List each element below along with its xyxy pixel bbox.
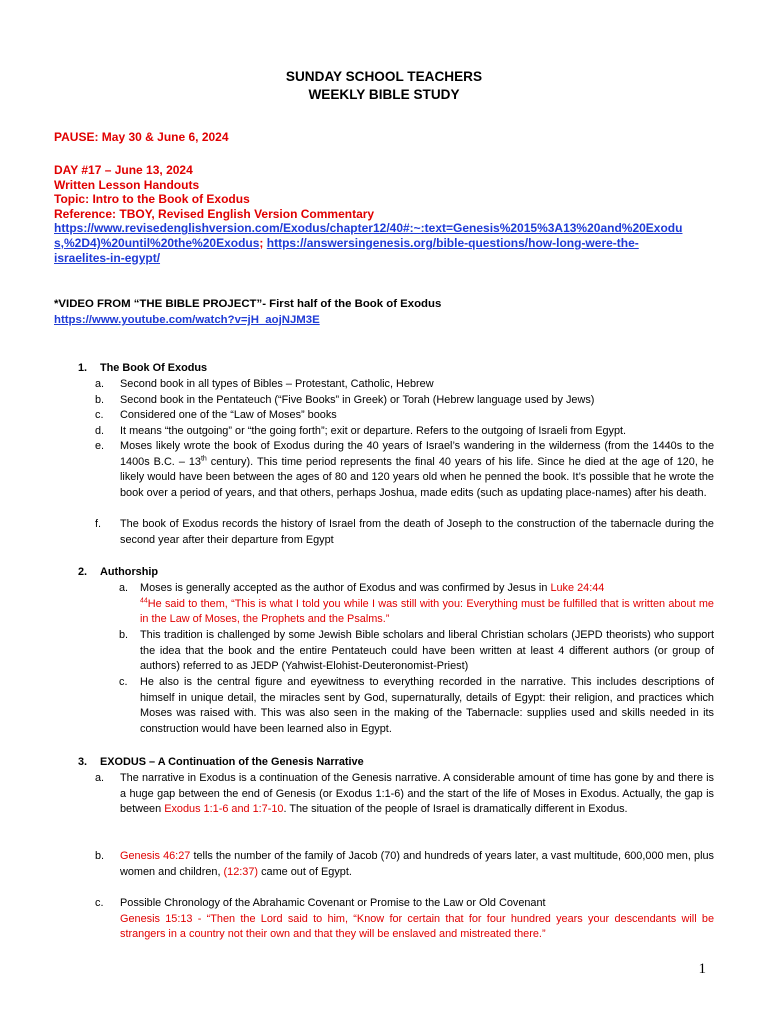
list-marker: f. xyxy=(95,518,102,530)
list-item xyxy=(95,771,714,818)
list-marker: a. xyxy=(119,582,129,594)
list-item xyxy=(95,849,714,880)
list-item-text: Possible Chronology of the Abrahamic Covenant or Promise to the Law or Old Covenant xyxy=(120,897,546,909)
section-number: 2. xyxy=(78,566,88,578)
list-item-text: He also is the central figure and eyewitness to everything recorded in the narrative. This includes descriptions of himself in unique detail, the miracles sent by God, supernaturally, details of Egypt: their religion, and practices which Moses was raised with. This was also seen in the making of the Tabernacle: supplies used and skills needed in its construction would have been learned also in Egypt. xyxy=(140,676,714,735)
list-item-text: tells the number of the family of Jacob (70) and hundreds of years later, a vast multitude, 600,000 men, plus women and children, xyxy=(120,850,714,878)
document-title-line1: SUNDAY SCHOOL TEACHERS xyxy=(285,69,483,84)
verse-number: 44 xyxy=(140,596,148,604)
rev-commentary-link-continued[interactable]: s,%2D4)%20until%20the%20Exodus xyxy=(54,236,260,250)
video-link-line xyxy=(54,313,716,327)
list-item xyxy=(119,581,714,628)
scripture-quote xyxy=(140,598,714,626)
answers-in-genesis-link[interactable]: https://answersingenesis.org/bible-questions/how-long-were-the- xyxy=(266,236,639,250)
list-item-text: Second book in the Pentateuch (“Five Books” in Greek) or Torah (Hebrew language used by Jews) xyxy=(120,393,595,406)
reference-link-line1 xyxy=(54,221,716,236)
section-title: Authorship xyxy=(100,566,159,578)
youtube-video-link[interactable]: https://www.youtube.com/watch?v=jH_aojNJM3E xyxy=(54,314,320,326)
list-marker: a. xyxy=(95,772,105,784)
reference-link-line3 xyxy=(54,251,716,266)
list-item-text: It means “the outgoing” or “the going forth”; exit or departure. Refers to the outgoing of Israeli from Egypt. xyxy=(120,424,627,437)
page-number: 1 xyxy=(698,961,706,977)
list-item xyxy=(95,408,714,422)
list-item xyxy=(95,439,714,501)
section-title: EXODUS – A Continuation of the Genesis Narrative xyxy=(100,756,364,768)
list-marker: c. xyxy=(95,897,104,909)
topic-line: Topic: Intro to the Book of Exodus xyxy=(54,192,250,207)
section-number: 1. xyxy=(78,362,88,374)
section-1-heading xyxy=(78,361,207,375)
list-item-text: This tradition is challenged by some Jewish Bible scholars and liberal Christian scholars (JEPD theorists) who support the idea that the book and the entire Pentateuch could have been written at least 4 different authors (or group of authors) referred to as JEDP (Yahwist-Elohist-Deuteronomist-Priest) xyxy=(140,629,714,672)
list-marker: d. xyxy=(95,424,105,437)
pause-dates: PAUSE: May 30 & June 6, 2024 xyxy=(54,130,229,144)
section-title: The Book Of Exodus xyxy=(100,362,208,374)
scripture-reference: Luke 24:44 xyxy=(550,582,605,594)
list-marker: c. xyxy=(95,409,104,421)
scripture-reference: Genesis 46:27 xyxy=(120,850,191,862)
scripture-reference: Exodus 1:1-6 and 1:7-10 xyxy=(164,803,284,815)
video-label: *VIDEO FROM “THE BIBLE PROJECT”- First half of the Book of Exodus xyxy=(54,298,442,310)
reference-link-line2 xyxy=(54,236,716,251)
document-title-line2: WEEKLY BIBLE STUDY xyxy=(308,87,460,102)
list-marker: b. xyxy=(119,629,129,641)
scripture-reference: (12:37) xyxy=(223,865,259,878)
answers-in-genesis-link-continued[interactable]: israelites-in-egypt/ xyxy=(54,250,161,265)
list-item-text-continued: . The situation of the people of Israel is dramatically different in Exodus. xyxy=(283,803,628,815)
section-3-heading xyxy=(78,755,364,769)
list-item-text: Considered one of the “Law of Moses” books xyxy=(120,409,337,421)
list-item-text-continued: came out of Egypt. xyxy=(258,865,352,878)
link-separator: ; xyxy=(259,236,264,250)
list-marker: e. xyxy=(95,440,105,452)
section-number: 3. xyxy=(78,756,88,768)
scripture-quote: Genesis 15:13 - “Then the Lord said to him, “Know for certain that for four hundred years your descendants will be strangers in a country not their own and that they will be enslaved and mistreated there.” xyxy=(120,912,714,940)
rev-commentary-link[interactable]: https://www.revisedenglishversion.com/Exodus/chapter12/40#:~:text=Genesis%2015%3A13%20and%20Exodu xyxy=(54,221,683,236)
list-item-text: Second book in all types of Bibles – Protestant, Catholic, Hebrew xyxy=(120,378,434,390)
day-line: DAY #17 – June 13, 2024 xyxy=(54,163,193,177)
list-item-text: The narrative in Exodus is a continuation of the Genesis narrative. A considerable amount of time has gone by and there is a huge gap between the end of Genesis (or Exodus 1:1-6) and the start of the life of Moses in Exodus. Actually, the gap is between xyxy=(120,772,714,815)
list-item-text: Moses is generally accepted as the author of Exodus and was confirmed by Jesus in xyxy=(140,582,551,594)
list-marker: a. xyxy=(95,378,105,390)
list-marker: b. xyxy=(95,850,105,862)
list-item-text: The book of Exodus records the history of Israel from the death of Joseph to the construction of the tabernacle during the second year after their departure from Egypt xyxy=(120,518,714,546)
list-item xyxy=(95,424,714,438)
list-marker: b. xyxy=(95,393,105,406)
section-2-heading xyxy=(78,565,158,579)
superscript: th xyxy=(200,454,207,462)
handouts-line: Written Lesson Handouts xyxy=(54,177,200,192)
list-marker: c. xyxy=(119,676,128,688)
scripture-quote-text: He said to them, “This is what I told you while I was still with you: Everything must be fulfilled that is written about me in the Law of Moses, the Prophets and the Psalms.” xyxy=(140,597,714,625)
list-item xyxy=(95,517,714,548)
reference-line: Reference: TBOY, Revised English Version Commentary xyxy=(54,206,375,221)
list-item xyxy=(95,377,714,391)
list-item xyxy=(119,628,714,675)
list-item xyxy=(95,896,714,943)
list-item-text-continued: century). This time period represents the final 40 years of his life. Since he died at the age of 120, he likely would have been between the ages of 80 and 120 years old when he penned the book. It’s possible that he wrote the book over a period of years, and that others, perhaps Joshua, made edits (such as updating place-names) after his death. xyxy=(120,455,714,499)
list-item-text: Moses likely wrote the book of Exodus during the 40 years of Israel’s wandering in the wilderness (from the 1440s to the 1400s B.C. – 13 xyxy=(120,440,714,468)
list-item xyxy=(119,675,714,737)
list-item xyxy=(95,393,714,407)
